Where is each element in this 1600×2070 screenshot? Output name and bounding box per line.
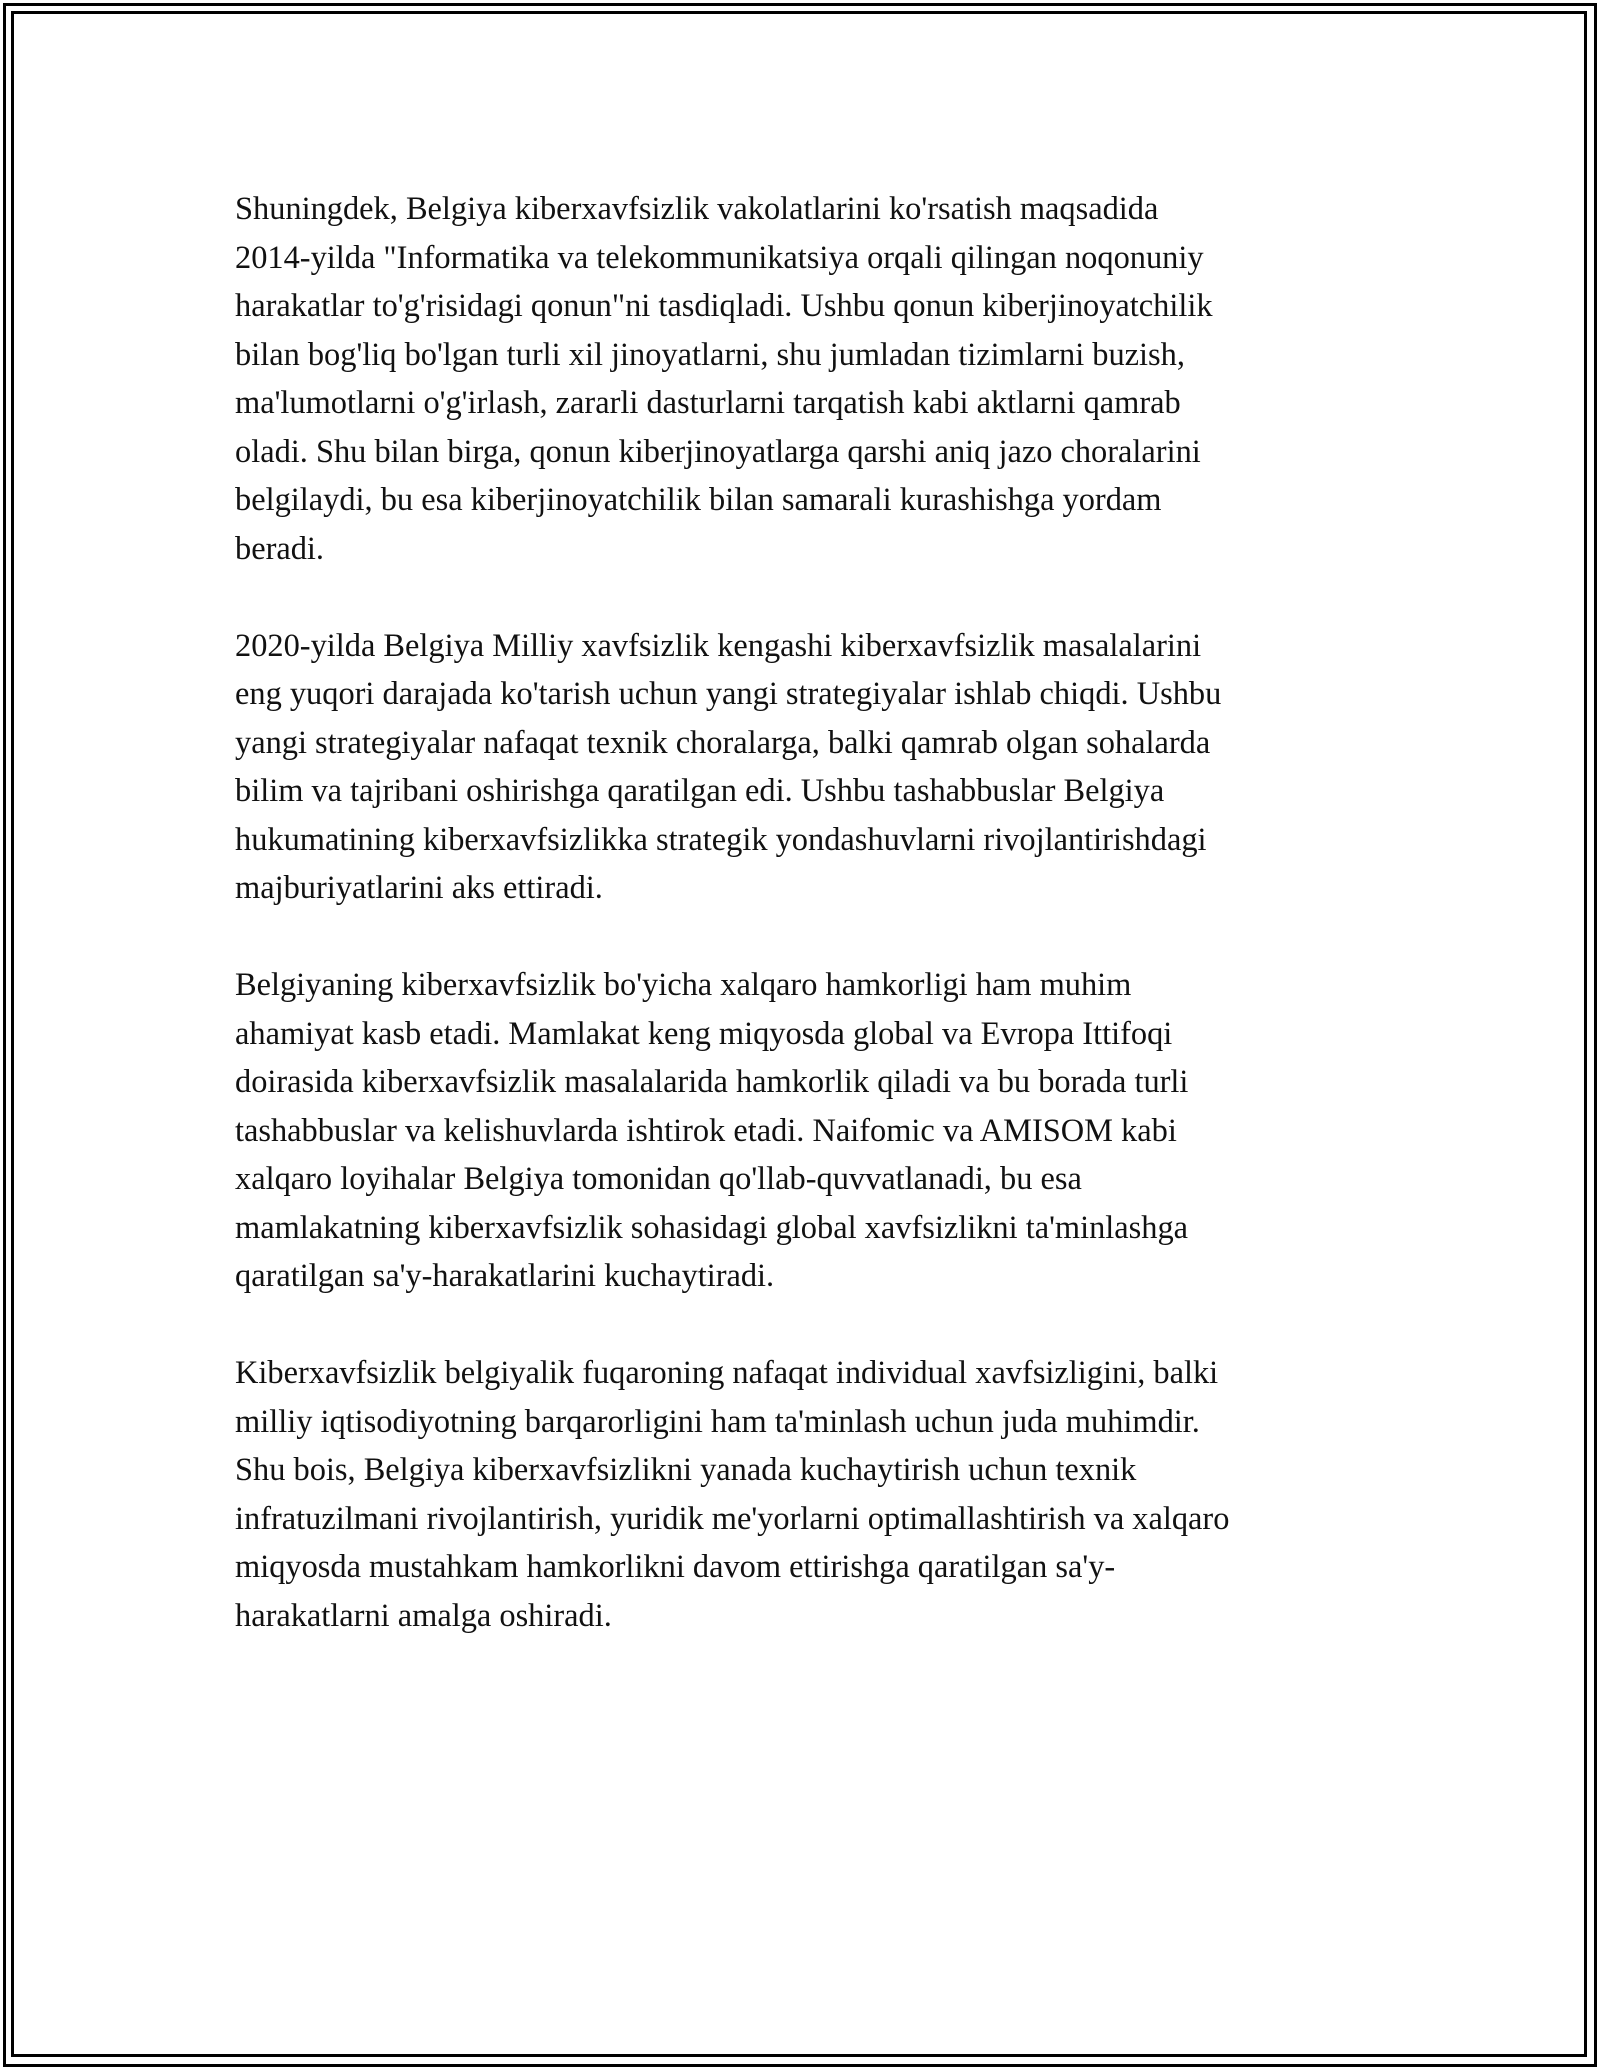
text-line: bilan bog'liq bo'lgan turli xil jinoyatlarni, shu jumladan tizimlarni buzish, xyxy=(235,336,1185,373)
text-line: qaratilgan sa'y-harakatlarini kuchaytiradi. xyxy=(235,1258,775,1294)
text-line: xalqaro loyihalar Belgiya tomonidan qo'llab-quvvatlanadi, bu esa xyxy=(235,1161,1082,1197)
text-line: doirasida kiberxavfsizlik masalalarida hamkorlik qiladi va bu borada turli xyxy=(235,1064,1189,1100)
text-line: majburiyatlarini aks ettiradi. xyxy=(235,870,603,906)
text-line: bilim va tajribani oshirishga qaratilgan edi. Ushbu tashabbuslar Belgiya xyxy=(235,773,1165,809)
text-line: Shu bois, Belgiya kiberxavfsizlikni yanada kuchaytirish uchun texnik xyxy=(235,1452,1137,1488)
text-line: oladi. Shu bilan birga, qonun kiberjinoyatlarga qarshi aniq jazo choralarini xyxy=(235,433,1201,470)
paragraph-2 xyxy=(235,622,1375,913)
text-line: belgilaydi, bu esa kiberjinoyatchilik bilan samarali kurashishga yordam xyxy=(235,482,1162,518)
text-line: beradi. xyxy=(235,530,325,567)
text-line: milliy iqtisodiyotning barqarorligini ham ta'minlash uchun juda muhimdir. xyxy=(235,1403,1200,1440)
text-line: harakatlar to'g'risidagi qonun"ni tasdiqladi. Ushbu qonun kiberjinoyatchilik xyxy=(235,288,1213,324)
text-line: miqyosda mustahkam hamkorlikni davom ettirishga qaratilgan sa'y- xyxy=(235,1549,1116,1585)
paragraph-4 xyxy=(235,1349,1375,1640)
text-line: Kiberxavfsizlik belgiyalik fuqaroning nafaqat individual xavfsizligini, balki xyxy=(235,1355,1219,1391)
text-line: mamlakatning kiberxavfsizlik sohasidagi global xavfsizlikni ta'minlashga xyxy=(235,1209,1189,1246)
text-line: hukumatining kiberxavfsizlikka strategik yondashuvlarni rivojlantirishdagi xyxy=(235,821,1207,858)
text-line: ma'lumotlarni o'g'irlash, zararli dasturlarni tarqatish kabi aktlarni qamrab xyxy=(235,385,1181,421)
text-line: 2014-yilda "Informatika va telekommunikatsiya orqali qilingan noqonuniy xyxy=(235,239,1204,276)
paragraph-3 xyxy=(235,961,1375,1301)
text-line: yangi strategiyalar nafaqat texnik choralarga, balki qamrab olgan sohalarda xyxy=(235,724,1211,761)
paragraph-1 xyxy=(235,185,1375,573)
document-body xyxy=(235,185,1375,1689)
text-line: Belgiyaning kiberxavfsizlik bo'yicha xalqaro hamkorligi ham muhim xyxy=(235,967,1132,1003)
text-line: harakatlarni amalga oshiradi. xyxy=(235,1597,612,1634)
text-line: tashabbuslar va kelishuvlarda ishtirok etadi. Naifomic va AMISOM kabi xyxy=(235,1112,1177,1149)
text-line: eng yuqori darajada ko'tarish uchun yangi strategiyalar ishlab chiqdi. Ushbu xyxy=(235,676,1222,712)
text-line: infratuzilmani rivojlantirish, yuridik me'yorlarni optimallashtirish va xalqaro xyxy=(235,1500,1230,1537)
text-line: 2020-yilda Belgiya Milliy xavfsizlik kengashi kiberxavfsizlik masalalarini xyxy=(235,627,1202,664)
text-line: ahamiyat kasb etadi. Mamlakat keng miqyosda global va Evropa Ittifoqi xyxy=(235,1015,1173,1052)
text-line: Shuningdek, Belgiya kiberxavfsizlik vakolatlarini ko'rsatish maqsadida xyxy=(235,191,1159,227)
